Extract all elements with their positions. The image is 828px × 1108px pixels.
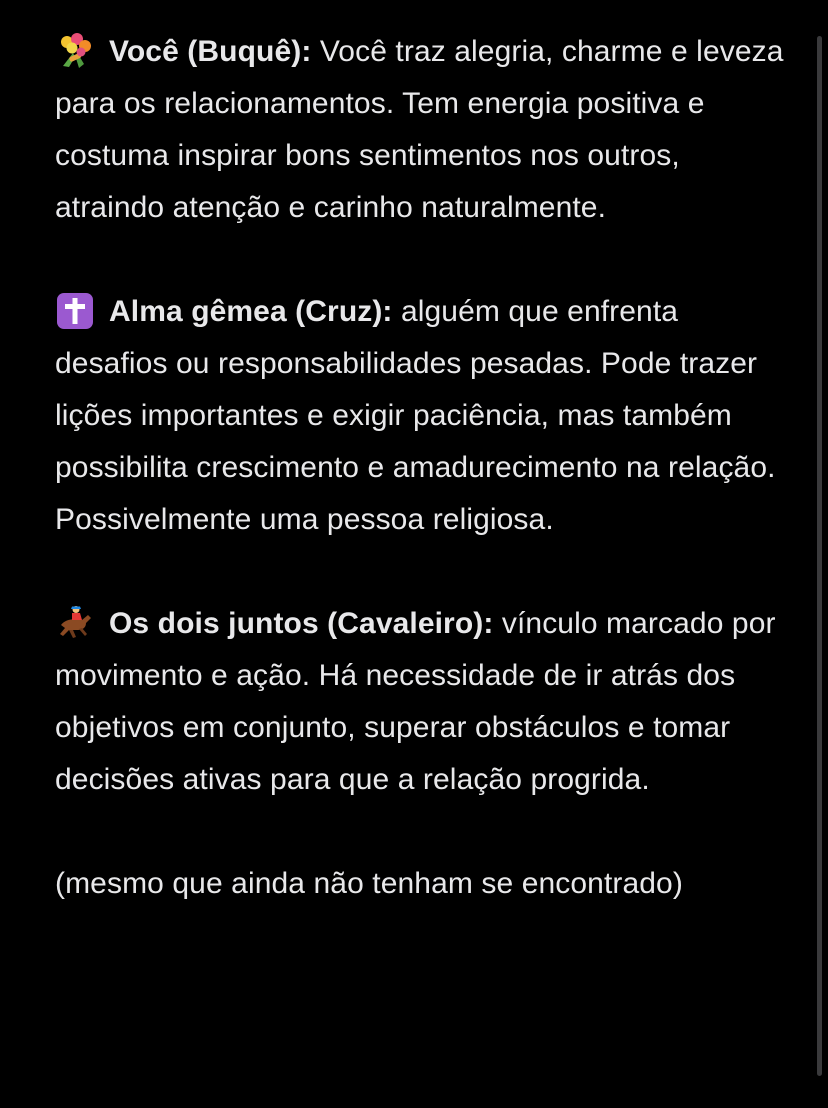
section-voce: [55, 26, 785, 234]
footer-note: (mesmo que ainda não tenham se encontrado): [55, 867, 683, 900]
bouquet-icon: [55, 33, 95, 67]
scrollbar[interactable]: [817, 36, 822, 1076]
section-voce-title: Você (Buquê):: [109, 35, 312, 68]
section-alma-gemea-body: alguém que enfrenta desafios ou responsabilidades pesadas. Pode trazer lições importantes e exigir paciência, mas também possibilita crescimento e amadurecimento na relação. Possivelmente uma pessoa religiosa.: [55, 295, 776, 536]
section-os-dois-body: vínculo marcado por movimento e ação. Há necessidade de ir atrás dos objetivos em conjunto, superar obstáculos e tomar decisões ativas para que a relação progrida.: [55, 607, 776, 796]
section-voce-body: Você traz alegria, charme e leveza para os relacionamentos. Tem energia positiva e costuma inspirar bons sentimentos nos outros, atraindo atenção e carinho naturalmente.: [55, 35, 784, 224]
section-os-dois: [55, 598, 785, 806]
horse-racing-icon: [55, 605, 95, 639]
section-alma-gemea-title: Alma gêmea (Cruz):: [109, 295, 393, 328]
section-os-dois-title: Os dois juntos (Cavaleiro):: [109, 607, 494, 640]
paragraph-gap: [55, 234, 785, 286]
latin-cross-icon: [55, 293, 95, 327]
paragraph-gap: [55, 546, 785, 598]
message-text: [55, 26, 785, 910]
section-alma-gemea: [55, 286, 785, 546]
paragraph-gap: [55, 806, 785, 858]
